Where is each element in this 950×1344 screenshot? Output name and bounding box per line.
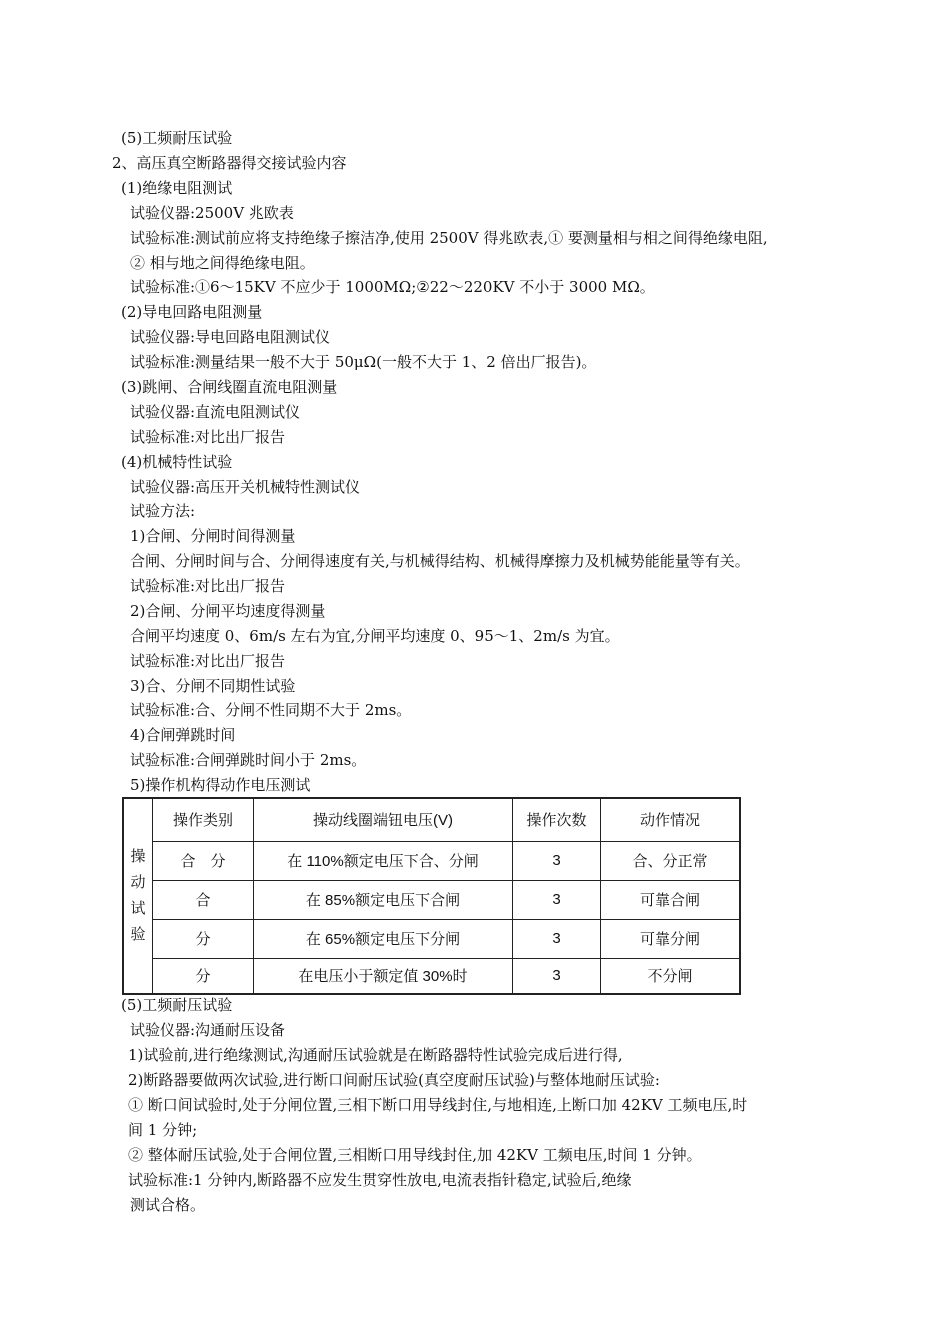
- table-row: [123, 841, 740, 880]
- cell-type: 合: [153, 880, 254, 919]
- text-line: 试验标准:测量结果一般不大于 50μΩ(一般不大于 1、2 倍出厂报告)。: [130, 353, 597, 371]
- cell-count: 3: [513, 880, 601, 919]
- cell-count: 3: [513, 919, 601, 958]
- text-line: 试验标准:1 分钟内,断路器不应发生贯穿性放电,电流表指针稳定,试验后,绝缘: [128, 1171, 632, 1189]
- side-label-cell: [123, 798, 153, 994]
- operation-voltage-table: [122, 797, 741, 995]
- text-line: ② 整体耐压试验,处于合闸位置,三相断口用导线封住,加 42KV 工频电压,时间 1 分钟。: [128, 1146, 702, 1164]
- header-action-status: 动作情况: [601, 798, 741, 841]
- text-line: (5)工频耐压试验: [121, 996, 233, 1014]
- cell-count: 3: [513, 958, 601, 994]
- cell-count: 3: [513, 841, 601, 880]
- text-line: (1)绝缘电阻测试: [121, 179, 233, 197]
- table-row: [123, 919, 740, 958]
- text-line: 试验标准:合闸弹跳时间小于 2ms。: [130, 751, 367, 769]
- text-line: (5)工频耐压试验: [121, 129, 233, 147]
- text-line: 试验标准:合、分闸不性同期不大于 2ms。: [130, 701, 412, 719]
- text-line: 2、高压真空断路器得交接试验内容: [112, 154, 347, 172]
- text-line: ① 断口间试验时,处于分闸位置,三相下断口用导线封住,与地相连,上断口加 42KV 工频电压,时: [128, 1096, 748, 1114]
- header-operation-type: 操作类别: [153, 798, 254, 841]
- text-line: 试验标准:对比出厂报告: [130, 652, 286, 670]
- text-line: (3)跳闸、合闸线圈直流电阻测量: [121, 378, 338, 396]
- cell-status: 合、分正常: [601, 841, 741, 880]
- text-line: 测试合格。: [130, 1196, 206, 1214]
- cell-voltage: 在 65%额定电压下分闸: [254, 919, 513, 958]
- text-line: 试验仪器:高压开关机械特性测试仪: [130, 478, 361, 496]
- header-operation-count: 操作次数: [513, 798, 601, 841]
- text-line: 试验标准:对比出厂报告: [130, 428, 286, 446]
- text-line: 合闸、分闸时间与合、分闸得速度有关,与机械得结构、机械得摩擦力及机械势能能量等有关。: [130, 552, 750, 570]
- cell-voltage: 在 85%额定电压下合闸: [254, 880, 513, 919]
- cell-voltage: 在 110%额定电压下合、分闸: [254, 841, 513, 880]
- text-line: 间 1 分钟;: [128, 1121, 198, 1139]
- cell-voltage: 在电压小于额定值 30%时: [254, 958, 513, 994]
- text-line: 5)操作机构得动作电压测试: [130, 776, 311, 794]
- text-line: 合闸平均速度 0、6m/s 左右为宜,分闸平均速度 0、95～1、2m/s 为宜。: [130, 627, 620, 645]
- header-coil-voltage: 操动线圈端钮电压(V): [254, 798, 513, 841]
- cell-status: 可靠合闸: [601, 880, 741, 919]
- text-line: 2)断路器要做两次试验,进行断口间耐压试验(真空度耐压试验)与整体地耐压试验:: [128, 1071, 660, 1089]
- text-line: 试验仪器:2500V 兆欧表: [130, 204, 294, 222]
- table-row: [123, 880, 740, 919]
- text-line: 3)合、分闸不同期性试验: [130, 677, 296, 695]
- table-row: [123, 958, 740, 994]
- side-label: 操动试验: [130, 848, 146, 943]
- cell-status: 可靠分闸: [601, 919, 741, 958]
- text-line: 试验仪器:直流电阻测试仪: [130, 403, 301, 421]
- text-line: ② 相与地之间得绝缘电阻。: [130, 254, 315, 272]
- text-line: 1)合闸、分闸时间得测量: [130, 527, 296, 545]
- text-line: (2)导电回路电阻测量: [121, 303, 263, 321]
- text-line: 试验方法:: [130, 502, 196, 520]
- text-line: 试验标准:测试前应将支持绝缘子擦洁净,使用 2500V 得兆欧表,① 要测量相与相之间得绝缘电阻,: [130, 229, 768, 247]
- text-line: 1)试验前,进行绝缘测试,沟通耐压试验就是在断路器特性试验完成后进行得,: [128, 1046, 623, 1064]
- table-header-row: [123, 798, 740, 841]
- cell-type: 分: [153, 919, 254, 958]
- cell-status: 不分闸: [601, 958, 741, 994]
- text-line: 试验仪器:沟通耐压设备: [130, 1021, 286, 1039]
- text-line: (4)机械特性试验: [121, 453, 233, 471]
- text-line: 4)合闸弹跳时间: [130, 726, 236, 744]
- text-line: 试验标准:对比出厂报告: [130, 577, 286, 595]
- text-line: 试验标准:①6～15KV 不应少于 1000MΩ;②22～220KV 不小于 3000 MΩ。: [130, 278, 655, 296]
- cell-type: 合 分: [153, 841, 254, 880]
- text-line: 试验仪器:导电回路电阻测试仪: [130, 328, 331, 346]
- text-line: 2)合闸、分闸平均速度得测量: [130, 602, 326, 620]
- cell-type: 分: [153, 958, 254, 994]
